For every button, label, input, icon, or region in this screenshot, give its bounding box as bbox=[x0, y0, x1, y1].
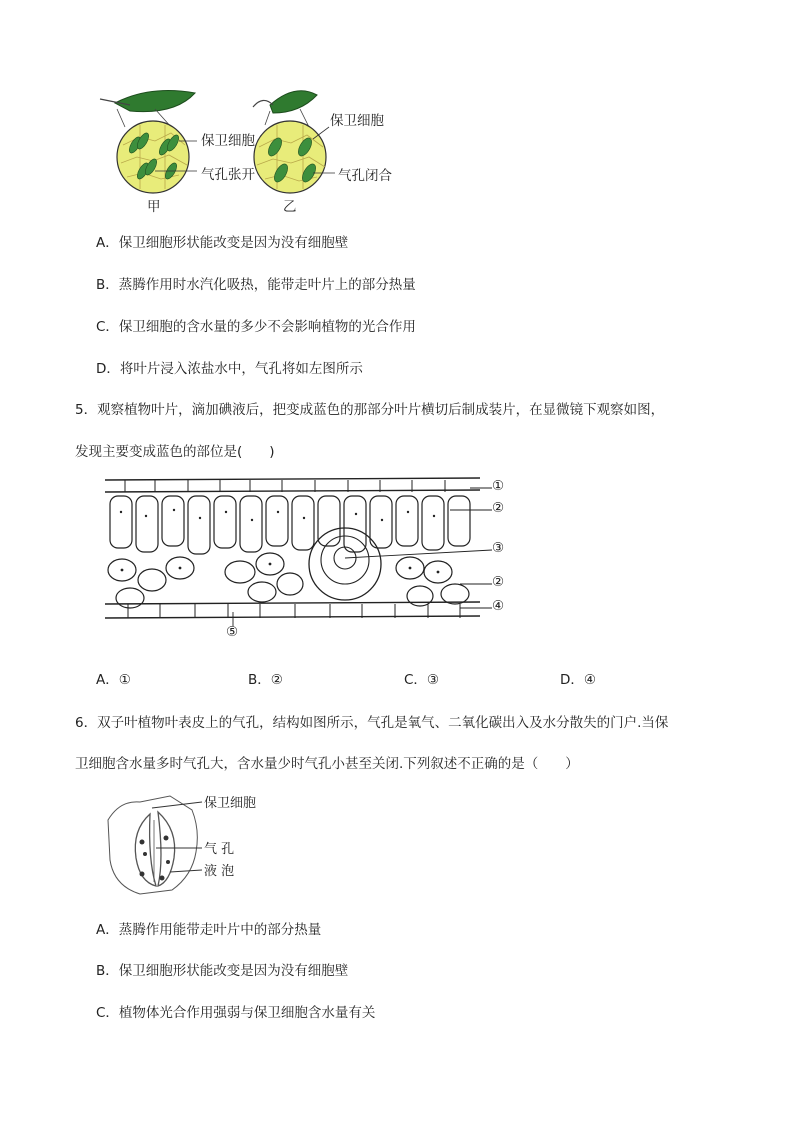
q5-option-d: D．④ bbox=[560, 672, 596, 688]
caption-yi: 乙 bbox=[283, 199, 297, 215]
q4-option-c: C．保卫细胞的含水量的多少不会影响植物的光合作用 bbox=[96, 319, 416, 335]
leaf-cross-section-drawing bbox=[100, 472, 530, 642]
q5-stem-line2: 发现主要变成蓝色的部位是( ) bbox=[75, 444, 275, 460]
q6-option-a: A．蒸腾作用能带走叶片中的部分热量 bbox=[96, 922, 322, 938]
label-vacuole: 液 泡 bbox=[204, 864, 235, 879]
section-label-1: ① bbox=[492, 478, 505, 494]
stoma-figure-drawing bbox=[95, 85, 415, 215]
q4-option-a: A．保卫细胞形状能改变是因为没有细胞壁 bbox=[96, 235, 349, 251]
label-stoma-closed: 气孔闭合 bbox=[338, 168, 392, 184]
q6-option-b: B．保卫细胞形状能改变是因为没有细胞壁 bbox=[96, 963, 349, 979]
caption-jia: 甲 bbox=[147, 199, 161, 215]
section-label-4: ④ bbox=[492, 598, 505, 614]
q6-stem-line2: 卫细胞含水量多时气孔大，含水量少时气孔小甚至关闭.下列叙述不正确的是（ ） bbox=[75, 756, 579, 772]
q5-stem-line1: 5．观察植物叶片，滴加碘液后，把变成蓝色的那部分叶片横切后制成装片，在显微镜下观察如图， bbox=[75, 402, 665, 418]
q5-option-a: A．① bbox=[96, 672, 131, 688]
q5-option-b: B．② bbox=[248, 672, 283, 688]
label-guard-cell-right: 保卫细胞 bbox=[330, 113, 384, 129]
section-label-3: ③ bbox=[492, 540, 505, 556]
section-label-2-bottom: ② bbox=[492, 574, 505, 590]
section-label-5: ⑤ bbox=[226, 624, 239, 640]
label-stoma: 气 孔 bbox=[204, 842, 235, 857]
stoma-structure-figure bbox=[100, 790, 300, 902]
q4-option-d: D．将叶片浸入浓盐水中，气孔将如左图所示 bbox=[96, 361, 363, 377]
stoma-figure bbox=[95, 85, 415, 215]
q5-option-c: C．③ bbox=[404, 672, 440, 688]
stoma-structure-drawing bbox=[100, 790, 300, 902]
label-stoma-open: 气孔张开 bbox=[201, 167, 255, 183]
section-label-2-top: ② bbox=[492, 500, 505, 516]
label-guard-cell-left: 保卫细胞 bbox=[201, 133, 255, 149]
q6-stem-line1: 6．双子叶植物叶表皮上的气孔，结构如图所示，气孔是氧气、二氧化碳出入及水分散失的门户.当保 bbox=[75, 715, 669, 731]
q6-option-c: C．植物体光合作用强弱与保卫细胞含水量有关 bbox=[96, 1005, 376, 1021]
q4-option-b: B．蒸腾作用时水汽化吸热，能带走叶片上的部分热量 bbox=[96, 277, 416, 293]
leaf-cross-section-figure bbox=[100, 472, 530, 642]
label-guard-cell: 保卫细胞 bbox=[204, 796, 257, 811]
